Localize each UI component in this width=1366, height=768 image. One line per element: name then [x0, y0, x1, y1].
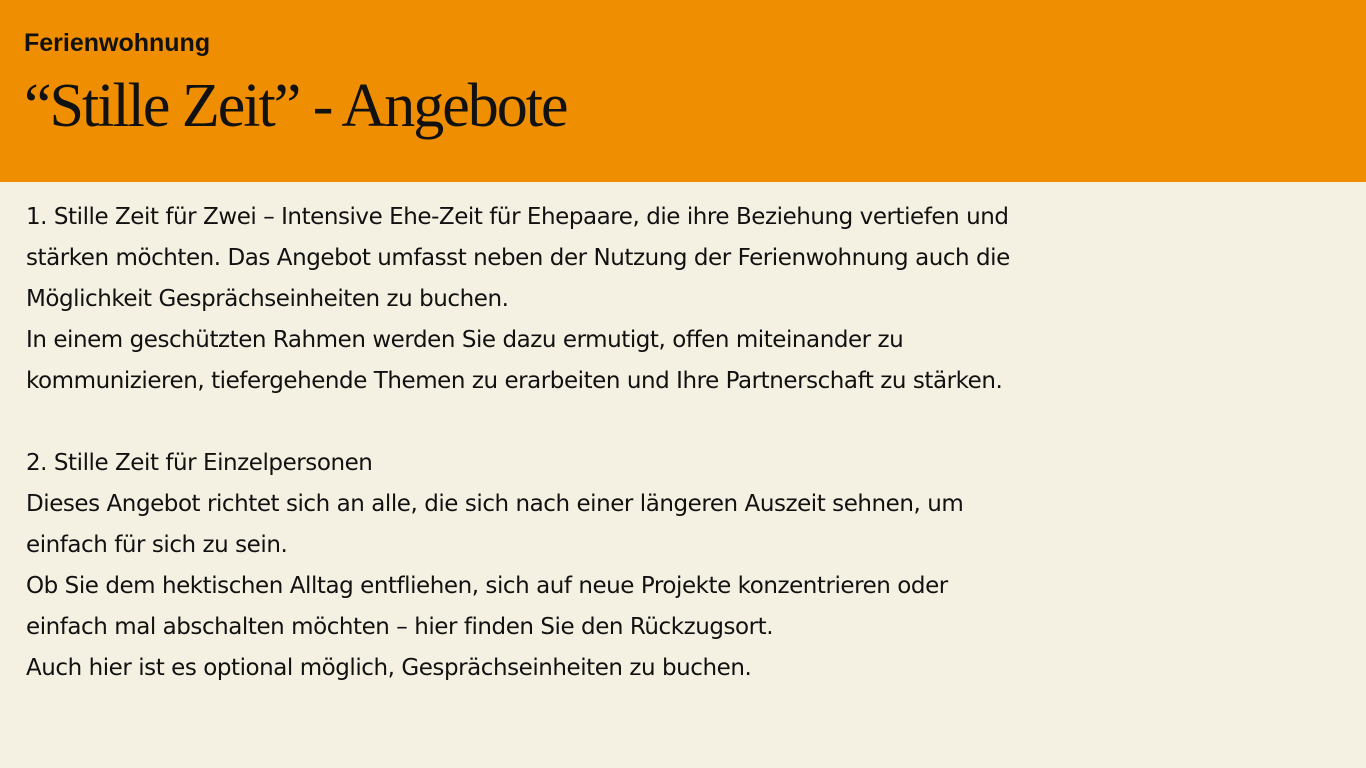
content-body [26, 197, 1326, 689]
offer-couples-line: In einem geschützten Rahmen werden Sie dazu ermutigt, offen miteinander zu [26, 327, 904, 353]
header-banner [0, 0, 1366, 182]
paragraph-spacer [26, 402, 1326, 443]
offer-couples-line: 1. Stille Zeit für Zwei – Intensive Ehe-Zeit für Ehepaare, die ihre Beziehung vertiefen und [26, 204, 1009, 230]
offer-individuals-line: Auch hier ist es optional möglich, Gesprächseinheiten zu buchen. [26, 655, 752, 681]
offer-individuals-line: einfach für sich zu sein. [26, 532, 288, 558]
offer-individuals [26, 443, 1326, 689]
offer-couples-line: Möglichkeit Gesprächseinheiten zu buchen. [26, 286, 509, 312]
offer-individuals-line: 2. Stille Zeit für Einzelpersonen [26, 450, 373, 476]
offer-couples [26, 197, 1326, 402]
offer-couples-line: stärken möchten. Das Angebot umfasst neben der Nutzung der Ferienwohnung auch die [26, 245, 1010, 271]
offer-individuals-line: Dieses Angebot richtet sich an alle, die sich nach einer längeren Auszeit sehnen, um [26, 491, 964, 517]
offer-individuals-line: einfach mal abschalten möchten – hier finden Sie den Rückzugsort. [26, 614, 774, 640]
offer-couples-line: kommunizieren, tiefergehende Themen zu erarbeiten und Ihre Partnerschaft zu stärken. [26, 368, 1003, 394]
offer-individuals-line: Ob Sie dem hektischen Alltag entfliehen, sich auf neue Projekte konzentrieren oder [26, 573, 948, 599]
header-eyebrow: Ferienwohnung [24, 29, 211, 57]
page-title: “Stille Zeit” - Angebote [24, 72, 567, 140]
